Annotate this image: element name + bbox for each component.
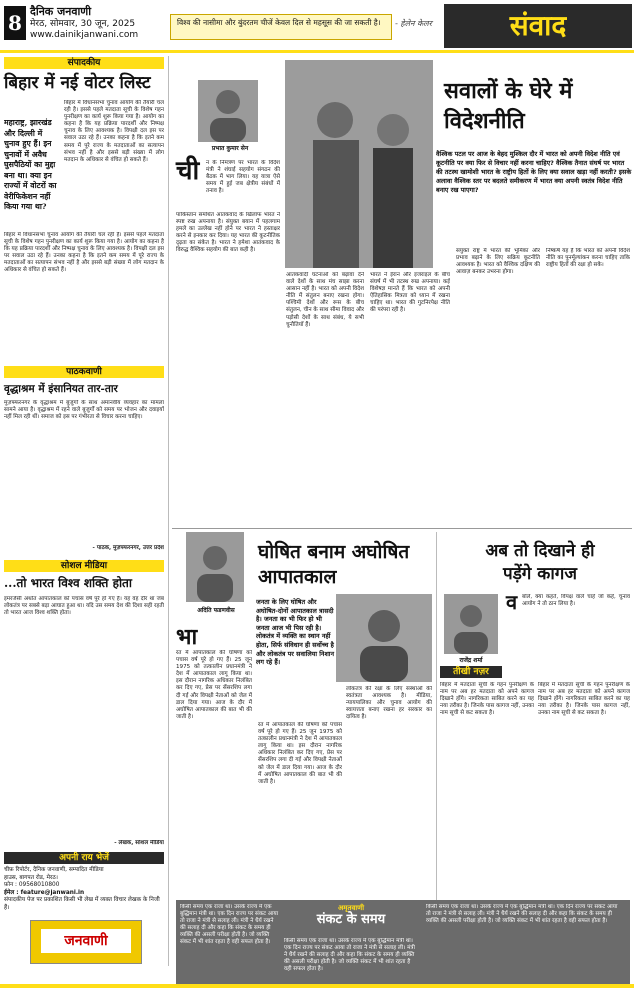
logo-text: जनवाणी (41, 929, 131, 953)
editorial-body-cont: बिहार में विधानसभा चुनाव आयोग की तैयारी चल रही है। इससे पहले मतदाता सूची के विशेष गहन पुनरीक्षण का कार्य शुरू किया गया है। आयोग का कहना है कि यह प्रक्रिया पारदर्शी और निष्पक्ष चुनाव के लिए आवश्यक है। विपक्षी दल इस पर सवाल उठा रहे हैं। उनका कहना है कि इतने कम समय में पूरे राज्य के मतदाताओं का सत्यापन संभव नहीं है और इससे बड़ी संख्या में लोग मतदान के अधिकार से वंचित हो सकते हैं। (4, 232, 164, 274)
amritvani-box (176, 900, 630, 984)
author-photo-aditi (186, 532, 244, 602)
second-pullquote: जनता के लिए घोषित और अघोषित-दोनों आपातकाल त्रासदी है। जनता का भी फिर हो भी जनता आज भी पिस रही है। लोकतंत्र में व्यक्ति का स्थान नहीं होता, सिर्फ संविधान ही सर्वोच्च है और लोकतंत्र पर सवालिया निशान लग रहे हैं। (256, 598, 334, 667)
janwani-logo-icon (30, 920, 142, 964)
amritvani-body-col1: किसी समय एक राजा था। उसके राज्य में एक बुद्धिमान मंत्री था। एक दिन राज्य पर संकट आया तो राजा ने मंत्री से सलाह ली। मंत्री ने धैर्य रखने की सलाह दी और कहा कि संकट के समय ही व्यक्ति की असली परीक्षा होती है। जो व्यक्ति संकट में भी शांत रहता है वही सफल होता है। (180, 904, 279, 945)
person-icon (186, 532, 244, 602)
third-body-col1: बिहार में मतदाता सूची के गहन पुनरीक्षण के नाम पर अब हर मतदाता को अपने कागज दिखाने होंगे। नागरिकता साबित करने का यह नया तरीका है। जिनके पास कागज नहीं, उनका नाम सूची से कट सकता है। (440, 682, 534, 717)
address-block (4, 867, 164, 913)
main-article-photo (285, 60, 433, 268)
main-dropcap: ची (176, 156, 200, 186)
main-headline-line1: सवालों के घेरे में (444, 78, 573, 104)
editorial-headline: बिहार में नई वोटर लिस्ट (4, 73, 151, 93)
main-headline (444, 76, 632, 136)
social-media-body: इमरजेंसी अर्थात आपातकाल को पचास वर्ष पूरे हो गए हैं। यह वह दौर था जब लोकतंत्र पर सबसे बड़ा आघात हुआ था। यदि उस समय देश की दिशा सही रहती तो भारत आज विश्व शक्ति होता। (4, 596, 164, 617)
section-banner: संवाद (444, 4, 632, 48)
address-line: चीफ़ रिपोर्टर, दैनिक जनवाणी, सम्पादित मीडिया (4, 867, 104, 873)
editorial-body: बिहार में विधानसभा चुनाव आयोग की तैयारी चल रही है। इससे पहले मतदाता सूची के विशेष गहन पुनरीक्षण का कार्य शुरू किया गया है। आयोग का कहना है कि यह प्रक्रिया पारदर्शी और निष्पक्ष चुनाव के लिए आवश्यक है। विपक्षी दल इस पर सवाल उठा रहे हैं। उनका कहना है कि इतने कम समय में पूरे राज्य के मतदाताओं का सत्यापन संभव नहीं है और इससे बड़ी संख्या में लोग मतदान के अधिकार से वंचित हो सकते हैं। (64, 100, 164, 163)
third-lead: बोले, क्या कहते, विपक्ष वाले चाहे जो कहें, चुनाव आयोग ने तो ठान लिया है। (522, 594, 630, 608)
second-headline-line2: आपातकाल (258, 566, 337, 588)
top-rule (0, 50, 634, 53)
main-deck: वैश्विक पटल पर आज के बेहद मुश्किल दौर में भारत को अपनी विदेश नीति एवं कूटनीति पर क्या फिर से विचार नहीं करना चाहिए? वैश्विक तैनात संघर्ष पर भारत की तटस्थ खामोशी भारत के राष्ट्रीय हितों के लिए क्या सवाल खड़ा नहीं करती? इसके अलावा वैश्विक स्तर पर बदलते समीकरण में भारत क्या अपनी स्वतंत्र विदेश नीति बनाए रख पाएगा? (436, 150, 632, 194)
amritvani-headline: संकट के समय (316, 912, 386, 927)
third-headline-line1: अब तो दिखाने ही (485, 541, 595, 561)
amritvani-body-col2: किसी समय एक राजा था। उसके राज्य में एक बुद्धिमान मंत्री था। एक दिन राज्य पर संकट आया तो राजा ने मंत्री से सलाह ली। मंत्री ने धैर्य रखने की सलाह दी और कहा कि संकट के समय ही व्यक्ति की असली परीक्षा होती है। जो व्यक्ति संकट में भी शांत रहता है वही सफल होता है। (426, 904, 618, 924)
pathakvani-body: मुज़फ्फरनगर के वृद्धाश्रम में बुजुर्गों के साथ अमानवीय व्यवहार का मामला सामने आया है। वृद्धाश्रम में रहने वाले बुजुर्गों को समय पर भोजन और दवाइयाँ नहीं मिल रही थीं। समाज को इस पर गंभीरता से विचार करना चाहिए। (4, 400, 164, 421)
main-body-col2: आतंकवादी घटनाओं को बढ़ावा देने वाले देशों के साथ मंच साझा करना आसान नहीं है। भारत को अपनी विदेश नीति में संतुलन बनाए रखना होगा। पश्चिमी देशों और रूस के बीच संतुलन, चीन के साथ सीमा विवाद और पड़ोसी देशों के साथ संबंध, ये सभी चुनौतियाँ हैं। (286, 272, 364, 328)
third-headline-line2: पड़ेंगे कागज (503, 564, 577, 584)
column-divider (168, 56, 169, 966)
pathakvani-headline: वृद्धाश्रम में इंसानियत तार-तार (4, 383, 118, 395)
main-body-col4: संयुक्त राष्ट्र में भारत की भूमिका और प्रभाव बढ़ाने के लिए सक्रिय कूटनीति आवश्यक है। भारत को वैश्विक दक्षिण की आवाज़ बनकर उभरना होगा। (456, 248, 540, 276)
main-body-col5: निष्कर्ष यह है कि भारत को अपनी विदेश नीति का पुनर्मूल्यांकन करना चाहिए ताकि राष्ट्रीय हितों की रक्षा हो सके। (546, 248, 630, 269)
masthead (0, 0, 634, 50)
column-divider (436, 532, 437, 952)
page-number: 8 (4, 6, 26, 40)
second-body-col2: रत में आपातकाल की घोषणा को पचास वर्ष पूरे हो गए हैं। 25 जून 1975 को तत्कालीन प्रधानमंत्री ने देश में आपातकाल लागू किया था। इस दौरान नागरिक अधिकार निलंबित कर दिए गए, प्रेस पर सेंसरशिप लगा दी गई और विपक्षी नेताओं को जेल में डाल दिया गया। आज के दौर में अघोषित आपातकाल की बात भी की जाती है। (258, 722, 342, 785)
editorial-label: संपादकीय (4, 57, 164, 69)
second-body-col1: रत में आपातकाल की घोषणा को पचास वर्ष पूरे हो गए हैं। 25 जून 1975 को तत्कालीन प्रधानमंत्री ने देश में आपातकाल लागू किया था। इस दौरान नागरिक अधिकार निलंबित कर दिए गए, प्रेस पर सेंसरशिप लगा दी गई और विपक्षी नेताओं को जेल में डाल दिया गया। आज के दौर में अघोषित आपातकाल की बात भी की जाती है। (176, 650, 252, 720)
address-line: फ़ोन : 09568010800 (4, 882, 60, 889)
social-media-author: - लेखक, सोशल मीडिया (114, 840, 164, 846)
masthead-info (30, 6, 138, 41)
write-to-us-label: अपनी राय भेजें (4, 852, 164, 864)
main-lead: न के निमंत्रण पर भारत के विदेश मंत्री ने शंघाई सहयोग संगठन की बैठक में भाग लिया। यह यात्रा ऐसे समय में हुई जब क्षेत्रीय संबंधों में तनाव है। (206, 160, 280, 195)
paper-name: दैनिक जनवाणी (30, 5, 92, 18)
thought-of-day: विश्व की नासीमा और बुंदरतम चीजें केवल दिल से महसूस की जा सकती है। (170, 14, 392, 40)
second-headline-line1: घोषित बनाम अघोषित (258, 541, 410, 563)
amritvani-body-col3: किसी समय एक राजा था। उसके राज्य में एक बुद्धिमान मंत्री था। एक दिन राज्य पर संकट आया तो राजा ने मंत्री से सलाह ली। मंत्री ने धैर्य रखने की सलाह दी और कहा कि संकट के समय ही व्यक्ति की असली परीक्षा होती है। जो व्यक्ति संकट में भी शांत रहता है वही सफल होता है। (284, 938, 415, 972)
column-label: तीखी नज़र (440, 666, 502, 678)
pathakvani-label: पाठकवाणी (4, 366, 164, 378)
footer-rule (0, 984, 634, 988)
second-body-col3: लोकतंत्र की रक्षा के लिए संस्थाओं की स्वतंत्रता आवश्यक है। मीडिया, न्यायपालिका और चुनाव आयोग की स्वायत्तता बनाए रखना हर सरकार का दायित्व है। (346, 686, 432, 721)
author-name-aditi: अदिति फडणवीस (197, 607, 235, 614)
third-headline (448, 540, 632, 586)
amritvani-label: अमृतवाणी (337, 904, 365, 912)
main-body-col1: पाकिस्तान समर्थित आतंकवाद के खिलाफ भारत ने स्पष्ट रुख अपनाया है। संयुक्त बयान में पहलगाम हमले का उल्लेख नहीं होने पर भारत ने हस्ताक्षर करने से इनकार कर दिया। यह भारत की कूटनीतिक दृढ़ता का संकेत है। भारत ने हमेशा आतंकवाद के विरुद्ध वैश्विक सहयोग की बात कही है। (176, 212, 280, 254)
main-headline-line2: विदेशनीति (444, 108, 525, 134)
date-line: मेरठ, सोमवार, 30 जून, 2025 (30, 19, 136, 29)
author-photo-prabhat (198, 80, 258, 142)
third-dropcap: व (506, 590, 518, 614)
address-line[interactable]: ईमेल : feature@janwani.in (4, 889, 85, 896)
section-divider (172, 528, 632, 529)
person-icon (444, 594, 498, 654)
editorial-pullquote: महाराष्ट्र, झारखंड और दिल्ली में चुनाव हुए हैं। इन चुनावों में अवैध घुसपैठियों का मुद्दा बना था। क्या इन राज्यों में वोटरों का वेरीफिकेशन नहीं किया गया था? (4, 118, 57, 211)
third-body-col2: बिहार में मतदाता सूची के गहन पुनरीक्षण के नाम पर अब हर मतदाता को अपने कागज दिखाने होंगे। नागरिकता साबित करने का यह नया तरीका है। जिनके पास कागज नहीं, उनका नाम सूची से कट सकता है। (538, 682, 630, 717)
social-media-headline: ...तो भारत विश्व शक्ति होता (4, 576, 133, 590)
address-line: हाउस, बागपत रोड, मेरठ। (4, 874, 58, 881)
person-icon (198, 80, 258, 142)
second-headline (258, 540, 458, 590)
main-body-col3: भारत ने ईरान और इजराइल के बीच संघर्ष में भी तटस्थ रुख अपनाया। कई विशेषज्ञ मानते हैं कि भारत को अपनी ऐतिहासिक मित्रता को ध्यान में रखना चाहिए था। भारत की गुटनिरपेक्ष नीति की परंपरा रही है। (370, 272, 450, 314)
quote-author: - हेलेन केलर (395, 19, 432, 28)
historic-photo (336, 594, 432, 682)
author-photo-rajendra (444, 594, 498, 654)
author-name-rajendra: राजेंद्र शर्मा (459, 657, 483, 664)
social-media-label: सोशल मीडिया (4, 560, 164, 572)
diplomats-photo-icon (285, 60, 433, 268)
second-dropcap: भा (176, 624, 198, 650)
portrait-icon (336, 594, 432, 682)
website-link[interactable]: www.dainikjanwani.com (30, 30, 139, 40)
pathakvani-signature: - पाठक, मुज़फ्फरनगर, उत्तर प्रदेश (92, 545, 164, 551)
address-line: संपादकीय पेज पर प्रकाशित किसी भी लेख में व्यक्त विचार लेखक के निजी हैं। (4, 897, 160, 911)
author-name-prabhat: प्रभात कुमार सेन (211, 145, 249, 152)
